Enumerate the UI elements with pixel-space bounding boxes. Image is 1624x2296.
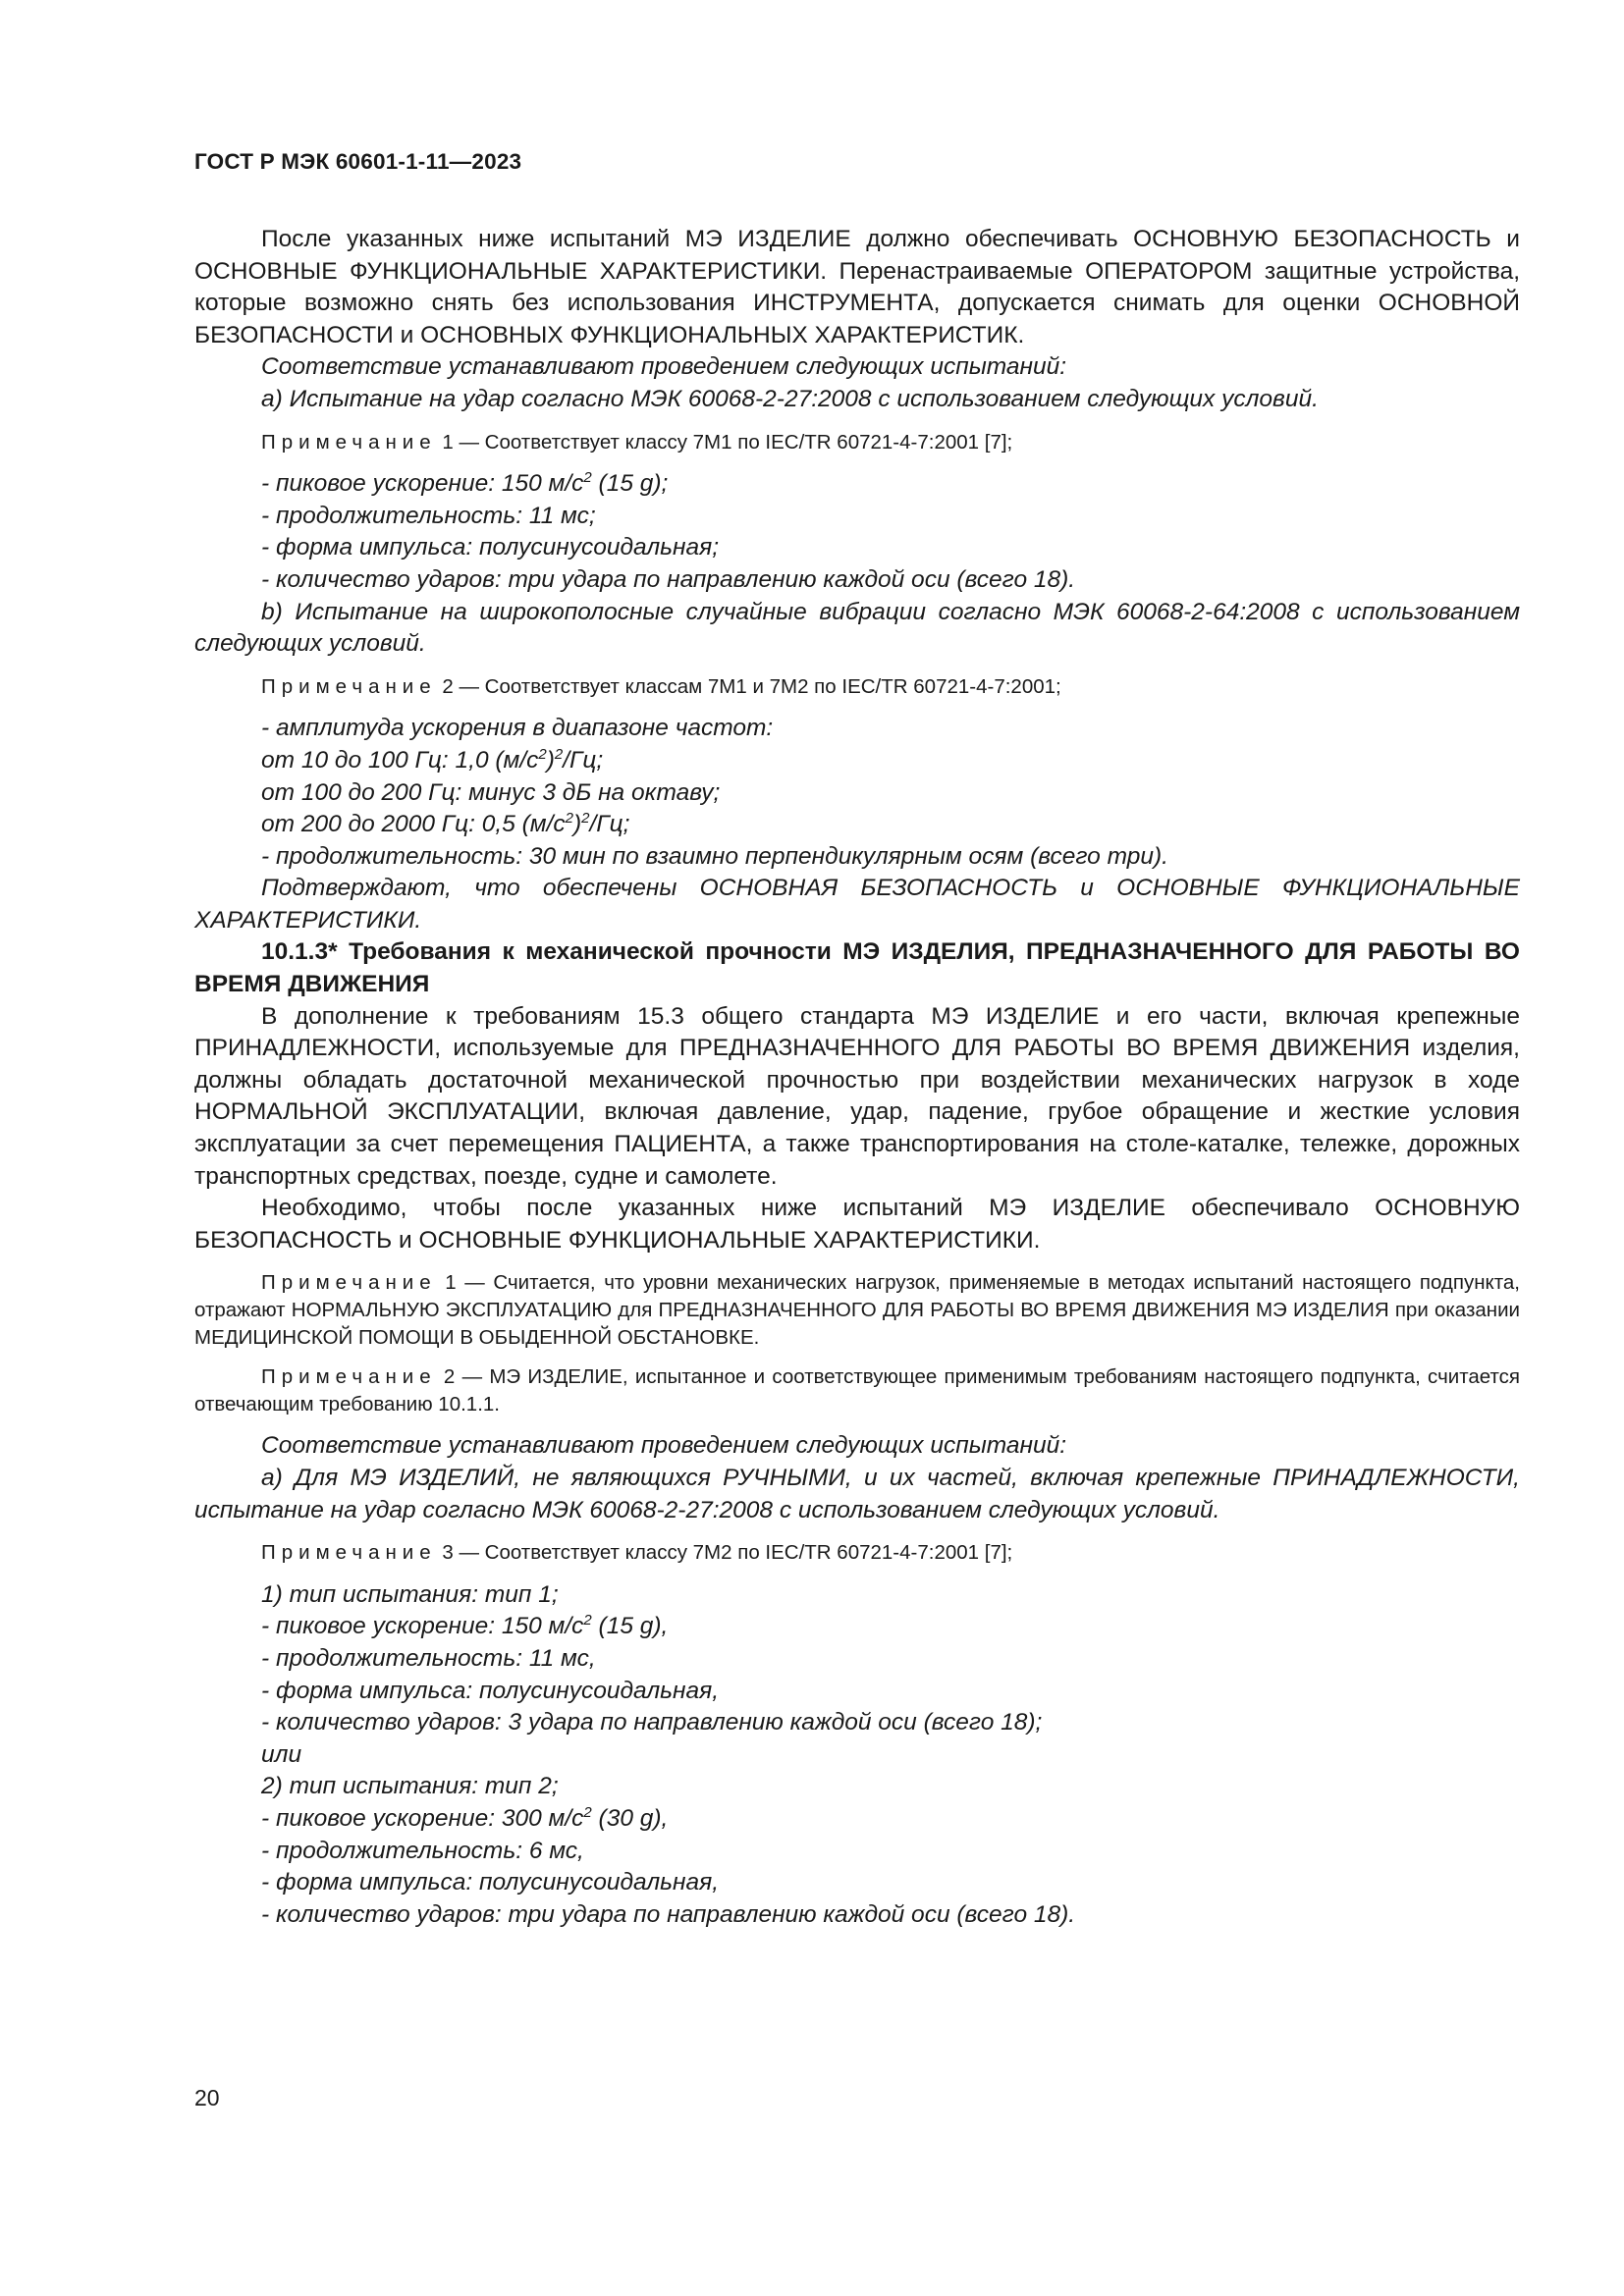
list-item: - форма импульса: полусинусоидальная, [261,1869,720,1896]
paragraph-confirm: Подтверждают, что обеспечены ОСНОВНАЯ БЕЗОПАСНОСТЬ и ОСНОВНЫЕ ФУНКЦИОНАЛЬНЫЕ ХАРАКТЕРИСТИКИ. [194,875,1520,934]
note-text: 2 — МЭ ИЗДЕЛИЕ, испытанное и соответствующее применимым требованиям настоящего подпункта, считается отвечающим требованию 10.1.1. [194,1365,1520,1415]
paragraph: Необходимо, чтобы после указанных ниже испытаний МЭ ИЗДЕЛИЕ обеспечивало ОСНОВНУЮ БЕЗОПАСНОСТЬ и ОСНОВНЫЕ ФУНКЦИОНАЛЬНЫЕ ХАРАКТЕРИСТИКИ. [194,1195,1520,1254]
note [194,1269,1520,1351]
list-item: от 10 до 100 Гц: 1,0 $(м/с^2)^2/Гц$; [261,745,604,774]
list-item: - форма импульса: полусинусоидальная; [261,534,720,561]
list-item: - пиковое ускорение: 150 $м/с^2$ (15 g); [261,469,669,498]
paragraph: После указанных ниже испытаний МЭ ИЗДЕЛИЕ должно обеспечивать ОСНОВНУЮ БЕЗОПАСНОСТЬ и ОСНОВНЫЕ ФУНКЦИОНАЛЬНЫЕ ХАРАКТЕРИСТИКИ. Перенастраиваемые ОПЕРАТОРОМ защитные устройства, которые возможно снять без использования ИНСТРУМЕНТА, допускается снимать для оценки ОСНОВНОЙ БЕЗОПАСНОСТИ и ОСНОВНЫХ ФУНКЦИОНАЛЬНЫХ ХАРАКТЕРИСТИК. [194,226,1520,348]
list-item: - амплитуда ускорения в диапазоне частот: [261,715,774,742]
list-item: 1) тип испытания: тип 1; [261,1580,559,1608]
note-label: Примечание [261,1365,437,1389]
note [194,673,1520,701]
list-item: - форма импульса: полусинусоидальная, [261,1677,720,1704]
list-item: от 100 до 200 Гц: минус 3 дБ на октаву; [261,778,721,806]
paragraph-test-a: a) Для МЭ ИЗДЕЛИЙ, не являющихся РУЧНЫМИ, и их частей, включая крепежные ПРИНАДЛЕЖНОСТИ, испытание на удар согласно МЭК 60068-2-27:2008 с использованием следующих условий. [194,1464,1520,1523]
note-label: Примечание [261,430,437,454]
note-text: 1 — Считается, что уровни механических нагрузок, применяемые в методах испытаний настоящего подпункта, отражают НОРМАЛЬНУЮ ЭКСПЛУАТАЦИЮ для ПРЕДНАЗНАЧЕННОГО ДЛЯ РАБОТЫ ВО ВРЕМЯ ДВИЖЕНИЯ МЭ ИЗДЕЛИЯ при оказании МЕДИЦИНСКОЙ ПОМОЩИ В ОБЫДЕННОЙ ОБСТАНОВКЕ. [194,1271,1520,1349]
paragraph-test-a: a) Испытание на удар согласно МЭК 60068-2-27:2008 с использованием следующих условий. [261,385,1319,412]
list-item: 2) тип испытания: тип 2; [261,1773,559,1800]
note-text: 2 — Соответствует классам 7M1 и 7M2 по IEC/TR 60721-4-7:2001; [436,674,1061,698]
note-label: Примечание [261,1271,437,1295]
paragraph: В дополнение к требованиям 15.3 общего стандарта МЭ ИЗДЕЛИЕ и его части, включая крепежные ПРИНАДЛЕЖНОСТИ, используемые для ПРЕДНАЗНАЧЕННОГО ДЛЯ РАБОТЫ ВО ВРЕМЯ ДВИЖЕНИЯ изделия, должны обладать достаточной механической прочностью при воздействии механических нагрузок в ходе НОРМАЛЬНОЙ ЭКСПЛУАТАЦИИ, включая давление, удар, падение, грубое обращение и жесткие условия эксплуатации за счет перемещения ПАЦИЕНТА, а также транспортирования на столе-каталке, тележке, дорожных транспортных средствах, поезде, судне и самолете. [194,1002,1520,1190]
list-item: от 200 до 2000 Гц: 0,5 $(м/с^2)^2/Гц$; [261,810,630,838]
list-item: - пиковое ускорение: 300 $м/с^2$ (30 g), [261,1803,669,1832]
section-heading: 10.1.3* Требования к механической прочности МЭ ИЗДЕЛИЯ, ПРЕДНАЗНАЧЕННОГО ДЛЯ РАБОТЫ ВО ВРЕМЯ ДВИЖЕНИЯ [194,938,1520,998]
list-item: - продолжительность: 30 мин по взаимно перпендикулярным осям (всего три). [261,842,1168,870]
list-item: или [261,1740,302,1768]
list-item: - количество ударов: три удара по направлению каждой оси (всего 18). [261,1900,1076,1928]
note-text: 1 — Соответствует классу 7M1 по IEC/TR 60721-4-7:2001 [7]; [436,430,1013,454]
note-text: 3 — Соответствует классу 7M2 по IEC/TR 60721-4-7:2001 [7]; [436,1541,1013,1565]
note-label: Примечание [261,1541,437,1565]
list-item: - количество ударов: три удара по направлению каждой оси (всего 18). [261,565,1076,593]
paragraph-compliance: Соответствие устанавливают проведением следующих испытаний: [261,353,1067,381]
list-item: - количество ударов: 3 удара по направлению каждой оси (всего 18); [261,1709,1043,1736]
note [194,1539,1520,1567]
note-label: Примечание [261,674,437,698]
note [194,429,1520,456]
list-item: - продолжительность: 11 мс, [261,1644,596,1672]
document-body [194,224,1520,1931]
list-item: - продолжительность: 11 мс; [261,502,596,529]
paragraph-compliance: Соответствие устанавливают проведением следующих испытаний: [261,1432,1067,1460]
page-number: 20 [194,2085,220,2110]
list-item: - продолжительность: 6 мс, [261,1837,584,1864]
page-header: ГОСТ Р МЭК 60601-1-11—2023 [194,149,522,174]
paragraph-test-b: b) Испытание на широкополосные случайные вибрации согласно МЭК 60068-2-64:2008 с использованием следующих условий. [194,598,1520,658]
list-item: - пиковое ускорение: 150 $м/с^2$ (15 g), [261,1612,669,1640]
note [194,1363,1520,1417]
